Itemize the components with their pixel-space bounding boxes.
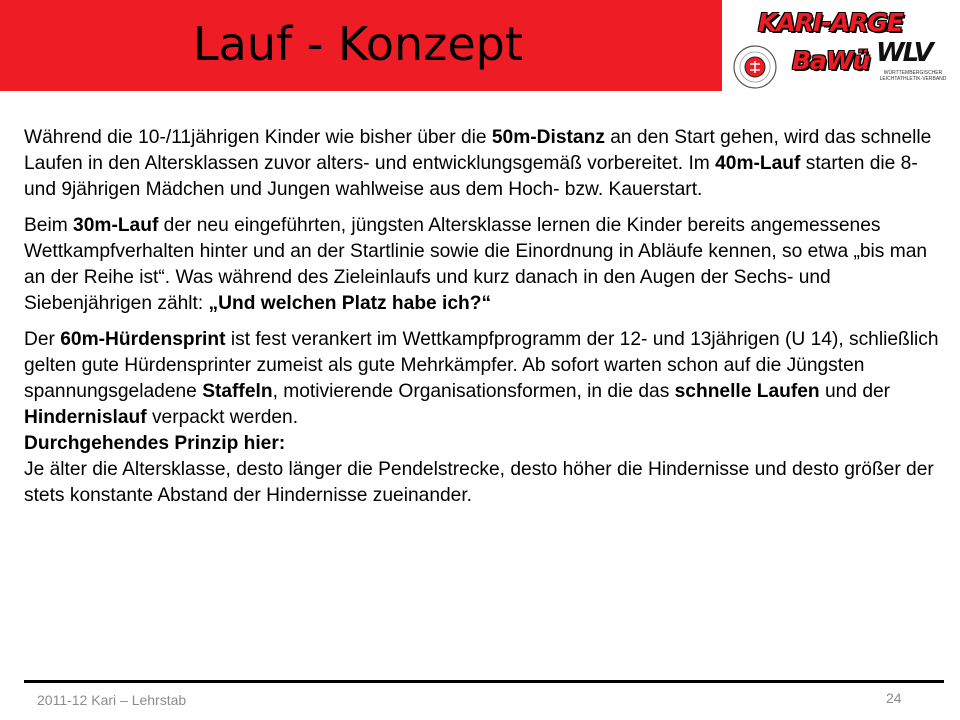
paragraph-3 <box>24 327 944 431</box>
text-run: verpackt werden. <box>146 407 299 428</box>
principle-heading: Durchgehendes Prinzip hier: <box>24 433 286 454</box>
bold-term: 60m-Hürdensprint <box>60 329 226 350</box>
bawue-logo-text: BaWü <box>792 46 870 75</box>
paragraph-1 <box>24 125 944 203</box>
dlv-seal-icon <box>732 44 778 90</box>
text-run: , motivierende Organisationsformen, in die das <box>272 381 675 402</box>
bold-term: 40m-Lauf <box>715 153 801 174</box>
bold-term: 30m-Lauf <box>73 215 159 236</box>
bold-term: schnelle Laufen <box>674 381 820 402</box>
bold-term: 50m-Distanz <box>491 127 605 148</box>
footer-text: 2011-12 Kari – Lehrstab <box>37 692 187 708</box>
wlv-logo-text: WLV <box>876 38 932 68</box>
slide-content <box>24 125 944 509</box>
text-run: an den Start gehen, wird das schnelle Laufen in den Altersklassen zuvor alters- und entwicklungsgemäß vorbereitet. Im <box>24 127 932 174</box>
principle-text: Je älter die Altersklasse, desto länger die Pendelstrecke, desto höher die Hindernisse und desto größer der stets konstante Abstand der Hindernisse zueinander. <box>24 459 934 506</box>
text-run: Beim <box>24 215 74 236</box>
footer-divider <box>24 680 944 683</box>
kari-arge-logo-text: KARI-ARGE <box>758 8 903 37</box>
paragraph-2 <box>24 213 944 317</box>
text-run: Während die 10-/11jährigen Kinder wie bisher über die <box>24 127 492 148</box>
text-run: starten die 8- und 9jährigen Mädchen und Jungen wahlweise aus dem Hoch- bzw. Kauerstart. <box>24 153 918 200</box>
text-run: Der <box>24 329 61 350</box>
bold-term: Staffeln <box>202 381 273 402</box>
text-run: ist fest verankert im Wettkampfprogramm der 12- und 13jährigen (U 14), schließlich gelten gute Hürdensprinter zumeist als gute Mehrkämpfer. Ab sofort warten schon auf die Jüngsten spannungsgeladene <box>24 329 939 402</box>
text-run: und der <box>819 381 891 402</box>
wlv-logo-subtitle: WÜRTTEMBERGISCHER LEICHTATHLETIK-VERBAND <box>879 70 947 82</box>
logo-area <box>728 6 954 98</box>
text-run: der neu eingeführten, jüngsten Altersklasse lernen die Kinder bereits angemessenes Wettkampfverhalten hinter und an der Startlinie sowie die Einordnung in Abläufe kennen, so etwa „bis man an der Reihe ist“. Was während des Zieleinlaufs und kurz danach in den Augen der Sechs- und Siebenjährigen zählt: <box>24 215 928 314</box>
bold-term: „Und welchen Platz habe ich?“ <box>208 293 492 314</box>
slide-title: Lauf - Konzept <box>193 17 523 71</box>
page-number: 24 <box>886 690 902 706</box>
bold-term: Hindernislauf <box>24 407 147 428</box>
